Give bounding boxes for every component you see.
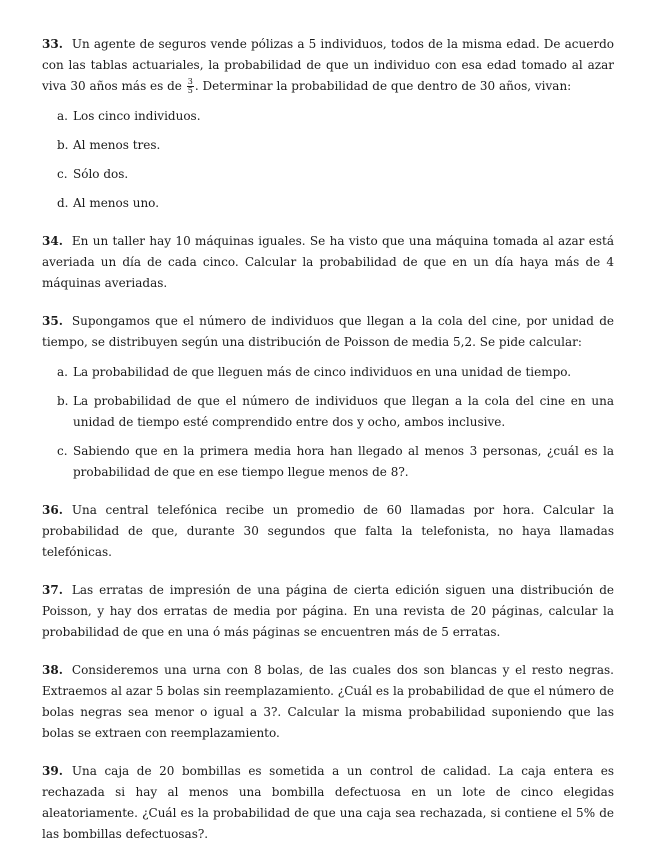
item-text: La probabilidad de que el número de individuos que llegan a la cola del cine en una unidad de tiempo esté comprendido entre dos y ocho, ambos inclusive. (73, 394, 614, 429)
problem-text: Un agente de seguros vende pólizas a 5 individuos, todos de la misma edad. De acuerdo con las tablas actuariales, la probabilidad de que un individuo con esa edad tomado al azar viva 30 años más es de (42, 37, 614, 93)
problem-text-continued: . Determinar la probabilidad de que dentro de 30 años, vivan: (194, 79, 572, 93)
problem-39 (42, 761, 614, 845)
problem-number: 35. (42, 314, 63, 328)
item-marker: b. (57, 394, 69, 408)
problem-number: 38. (42, 663, 63, 677)
problem-text: Las erratas de impresión de una página de cierta edición siguen una distribución de Poisson, y hay dos erratas de media por página. En una revista de 20 páginas, calcular la probabilidad de que en una ó más páginas se encuentren más de 5 erratas. (42, 583, 614, 639)
problem-33-items (42, 106, 614, 214)
list-item (42, 193, 614, 214)
list-item (42, 391, 614, 433)
problem-34 (42, 231, 614, 294)
item-marker: b. (57, 138, 69, 152)
problem-number: 34. (42, 234, 63, 248)
list-item (42, 362, 614, 383)
item-marker: c. (57, 444, 68, 458)
problem-36 (42, 500, 614, 563)
problem-number: 39. (42, 764, 63, 778)
list-item (42, 106, 614, 127)
item-text: Al menos tres. (73, 138, 161, 152)
problem-text: Una central telefónica recibe un promedio de 60 llamadas por hora. Calcular la probabilidad de que, durante 30 segundos que falta la telefonista, no haya llamadas telefónicas. (42, 503, 614, 559)
problem-text: En un taller hay 10 máquinas iguales. Se ha visto que una máquina tomada al azar está averiada un día de cada cinco. Calcular la probabilidad de que en un día haya más de 4 máquinas averiadas. (42, 234, 614, 290)
problem-37 (42, 580, 614, 643)
item-text: Al menos uno. (73, 196, 160, 210)
list-item (42, 135, 614, 156)
list-item (42, 164, 614, 185)
list-item (42, 441, 614, 483)
item-text: Sólo dos. (73, 167, 129, 181)
fraction-denominator: 5 (187, 85, 193, 95)
problem-text: Consideremos una urna con 8 bolas, de las cuales dos son blancas y el resto negras. Extraemos al azar 5 bolas sin reemplazamiento. ¿Cuál es la probabilidad de que el número de bolas negras sea menor o igual a 3?. Calcular la misma probabilidad suponiendo que las bolas se extraen con reemplazamiento. (42, 663, 614, 740)
problem-text: Una caja de 20 bombillas es sometida a un control de calidad. La caja entera es rechazada si hay al menos una bombilla defectuosa en un lote de cinco elegidas aleatoriamente. ¿Cuál es la probabilidad de que una caja sea rechazada, si contiene el 5% de las bombillas defectuosas?. (42, 764, 614, 841)
problem-35-items (42, 362, 614, 483)
item-marker: c. (57, 167, 68, 181)
problem-text: Supongamos que el número de individuos que llegan a la cola del cine, por unidad de tiempo, se distribuyen según una distribución de Poisson de media 5,2. Se pide calcular: (42, 314, 614, 349)
item-text: Los cinco individuos. (73, 109, 201, 123)
problem-number: 37. (42, 583, 63, 597)
problem-number: 33. (42, 37, 63, 51)
item-marker: a. (57, 365, 68, 379)
item-text: Sabiendo que en la primera media hora han llegado al menos 3 personas, ¿cuál es la probabilidad de que en ese tiempo llegue menos de 8?. (73, 444, 614, 479)
problem-35 (42, 311, 614, 353)
fraction (187, 78, 194, 95)
problem-number: 36. (42, 503, 63, 517)
problem-38 (42, 660, 614, 744)
problem-33 (42, 34, 614, 97)
item-text: La probabilidad de que lleguen más de cinco individuos en una unidad de tiempo. (73, 365, 572, 379)
document-page (42, 34, 614, 845)
item-marker: a. (57, 109, 68, 123)
fraction-numerator: 3 (187, 76, 193, 86)
item-marker: d. (57, 196, 69, 210)
